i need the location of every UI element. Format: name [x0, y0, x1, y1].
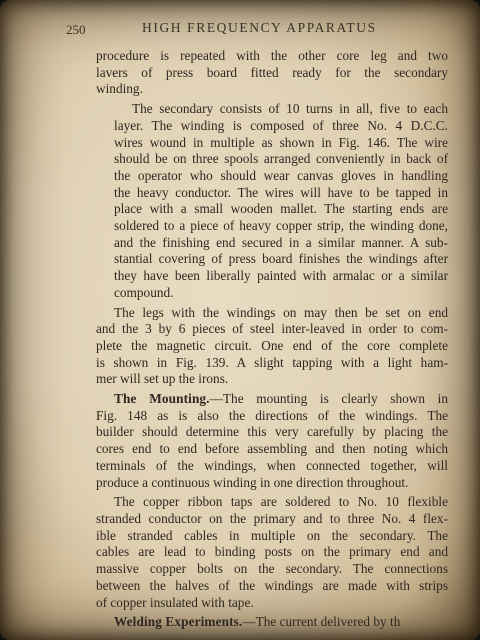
text-line: terminals of the windings, when connected together, will [96, 457, 448, 473]
text-line: produce a continuous winding in one direction throughout. [96, 474, 409, 490]
page-header [66, 20, 446, 40]
text-line: of copper insulated with tape. [96, 594, 254, 610]
paragraph [96, 494, 448, 611]
text-line: ible stranded cables in multiple on the secondary. The [96, 527, 448, 543]
text-line: The legs with the windings on may then be set on end [114, 304, 448, 320]
text-line: Fig. 148 as is also the directions of the windings. The [96, 407, 448, 423]
text-line [96, 391, 448, 408]
text-line: between the halves of the windings are made with strips [96, 577, 448, 593]
text-line: builder should determine this very carefully by placing the [96, 424, 448, 440]
text-line: cables are lead to binding posts on the primary end and [96, 544, 448, 560]
paragraph [96, 305, 448, 389]
text-line: The secondary consists of 10 turns in all, five to each [132, 101, 448, 117]
text-line: stranded conductor on the primary and to three No. 4 flex- [96, 510, 448, 526]
text-line: stantial covering of press board finishes the windings after [114, 251, 448, 267]
text-line: should be on three spools arranged conveniently in back of [114, 151, 448, 167]
text-line: the heavy conductor. The wires will have to be tapped in [114, 184, 448, 200]
page-number: 250 [66, 22, 86, 37]
paragraph [96, 48, 448, 98]
section-heading: The Mounting. [114, 391, 210, 407]
text-line: and the finishing end secured in a similar manner. A sub- [114, 234, 448, 250]
text-line: procedure is repeated with the other core leg and two [96, 48, 448, 63]
text-line: lavers of press board fitted ready for the secondary [96, 64, 448, 80]
section-heading: Welding Experiments. [114, 614, 243, 630]
text-line: compound. [114, 284, 174, 300]
text-line: the operator who should wear canvas gloves in handling [114, 167, 448, 183]
paragraph [96, 101, 448, 301]
text-line: they have been liberally painted with armalac or a similar [114, 268, 448, 284]
text-line: mer will set up the irons. [96, 371, 229, 387]
body-text [96, 48, 448, 634]
text-line [96, 614, 448, 631]
paragraph [96, 614, 448, 631]
text-line: is shown in Fig. 139. A slight tapping with a light ham- [96, 354, 448, 370]
text-line: place with a small wooden mallet. The starting ends are [114, 201, 448, 217]
text-run: —The mounting is clearly shown in [209, 391, 448, 407]
text-line: cores end to end before assembling and then noting which [96, 441, 448, 457]
text-line: massive copper bolts on the secondary. The connections [96, 561, 448, 577]
running-head: HIGH FREQUENCY APPARATUS [142, 20, 377, 35]
text-line: layer. The winding is composed of three No. 4 D.C.C. [114, 117, 448, 133]
text-run: —The current delivered by th [242, 614, 401, 630]
text-line: soldered to a piece of heavy copper strip, the winding done, [114, 218, 448, 234]
text-line: plete the magnetic circuit. One end of the core complete [96, 337, 448, 353]
text-line: and the 3 by 6 pieces of steel inter-leaved in order to com- [96, 321, 448, 337]
paragraph [96, 391, 448, 491]
text-line: wires wound in multiple as shown in Fig. 146. The wire [114, 134, 448, 150]
text-line: The copper ribbon taps are soldered to No. 10 flexible [114, 494, 448, 510]
text-line: winding. [96, 81, 143, 97]
